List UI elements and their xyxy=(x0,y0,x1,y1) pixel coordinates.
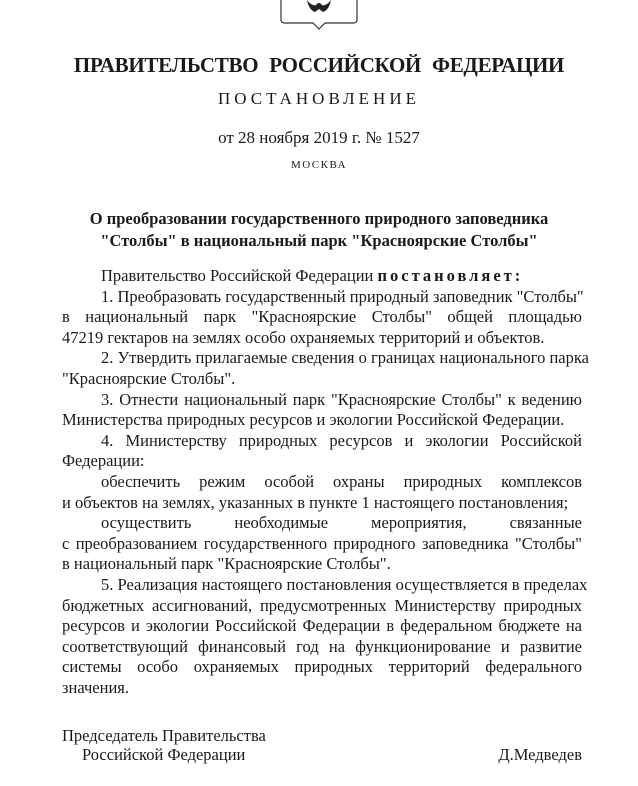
paragraph-4-line: Федерации: xyxy=(62,451,145,471)
paragraph-3-line: Министерства природных ресурсов и экологии Российской Федерации. xyxy=(62,410,565,430)
preamble-text: Правительство Российской Федерации xyxy=(101,266,378,285)
government-heading: ПРАВИТЕЛЬСТВО РОССИЙСКОЙ ФЕДЕРАЦИИ xyxy=(73,53,565,77)
paragraph-1-line: в национальный парк "Красноярские Столбы" общей площадью xyxy=(62,307,582,327)
signatory-position-line-1: Председатель Правительства xyxy=(62,726,266,745)
paragraph-5-line: и объектов на землях, указанных в пункте 1 настоящего постановления; xyxy=(62,492,569,512)
paragraph-5-line: обеспечить режим особой охраны природных комплексов xyxy=(101,471,582,491)
paragraph-7-line: соответствующий финансовый год на функционирование и развитие xyxy=(62,636,582,656)
signatory-name: Д.Медведев xyxy=(498,745,582,764)
paragraph-7-line: системы особо охраняемых природных территорий федерального xyxy=(62,657,582,677)
paragraph-7-line: 5. Реализация настоящего постановления осуществляется в пределах xyxy=(101,574,588,594)
paragraph-6-line: осуществить необходимые мероприятия, связанные xyxy=(101,513,582,533)
paragraph-1-line: 1. Преобразовать государственный природный заповедник "Столбы" xyxy=(101,286,584,306)
preamble xyxy=(62,266,582,287)
document-body xyxy=(62,266,589,698)
paragraph-4-line: 4. Министерству природных ресурсов и экологии Российской xyxy=(101,430,582,450)
preamble-emphasis: постановляет: xyxy=(377,266,524,285)
paragraph-1-line: 47219 гектаров на землях особо охраняемых территорий и объектов. xyxy=(62,327,545,347)
paragraph-6-line: с преобразованием государственного природного заповедника "Столбы" xyxy=(62,533,582,553)
document-title-line-1: О преобразовании государственного природного заповедника xyxy=(89,209,549,228)
paragraph-2-line: 2. Утвердить прилагаемые сведения о границах национального парка xyxy=(101,348,589,368)
date-and-number: от 28 ноября 2019 г. № 1527 xyxy=(218,128,420,147)
paragraph-7-line: бюджетных ассигнований, предусмотренных Министерству природных xyxy=(62,595,582,615)
paragraph-2-line: "Красноярские Столбы". xyxy=(62,368,236,388)
paragraph-7-line: значения. xyxy=(62,677,130,697)
signatory-position-line-2: Российской Федерации xyxy=(82,745,246,764)
city: МОСКВА xyxy=(290,159,348,171)
paragraph-7-line: ресурсов и экологии Российской Федерации в федеральном бюджете на xyxy=(62,616,582,636)
document-title-line-2: "Столбы" в национальный парк "Красноярские Столбы" xyxy=(100,231,538,250)
paragraph-3-line: 3. Отнести национальный парк "Красноярские Столбы" к ведению xyxy=(101,389,582,409)
document-type: ПОСТАНОВЛЕНИЕ xyxy=(217,89,420,108)
paragraph-6-line: в национальный парк "Красноярские Столбы". xyxy=(62,554,391,574)
coat-of-arms-emblem-icon xyxy=(279,0,359,30)
